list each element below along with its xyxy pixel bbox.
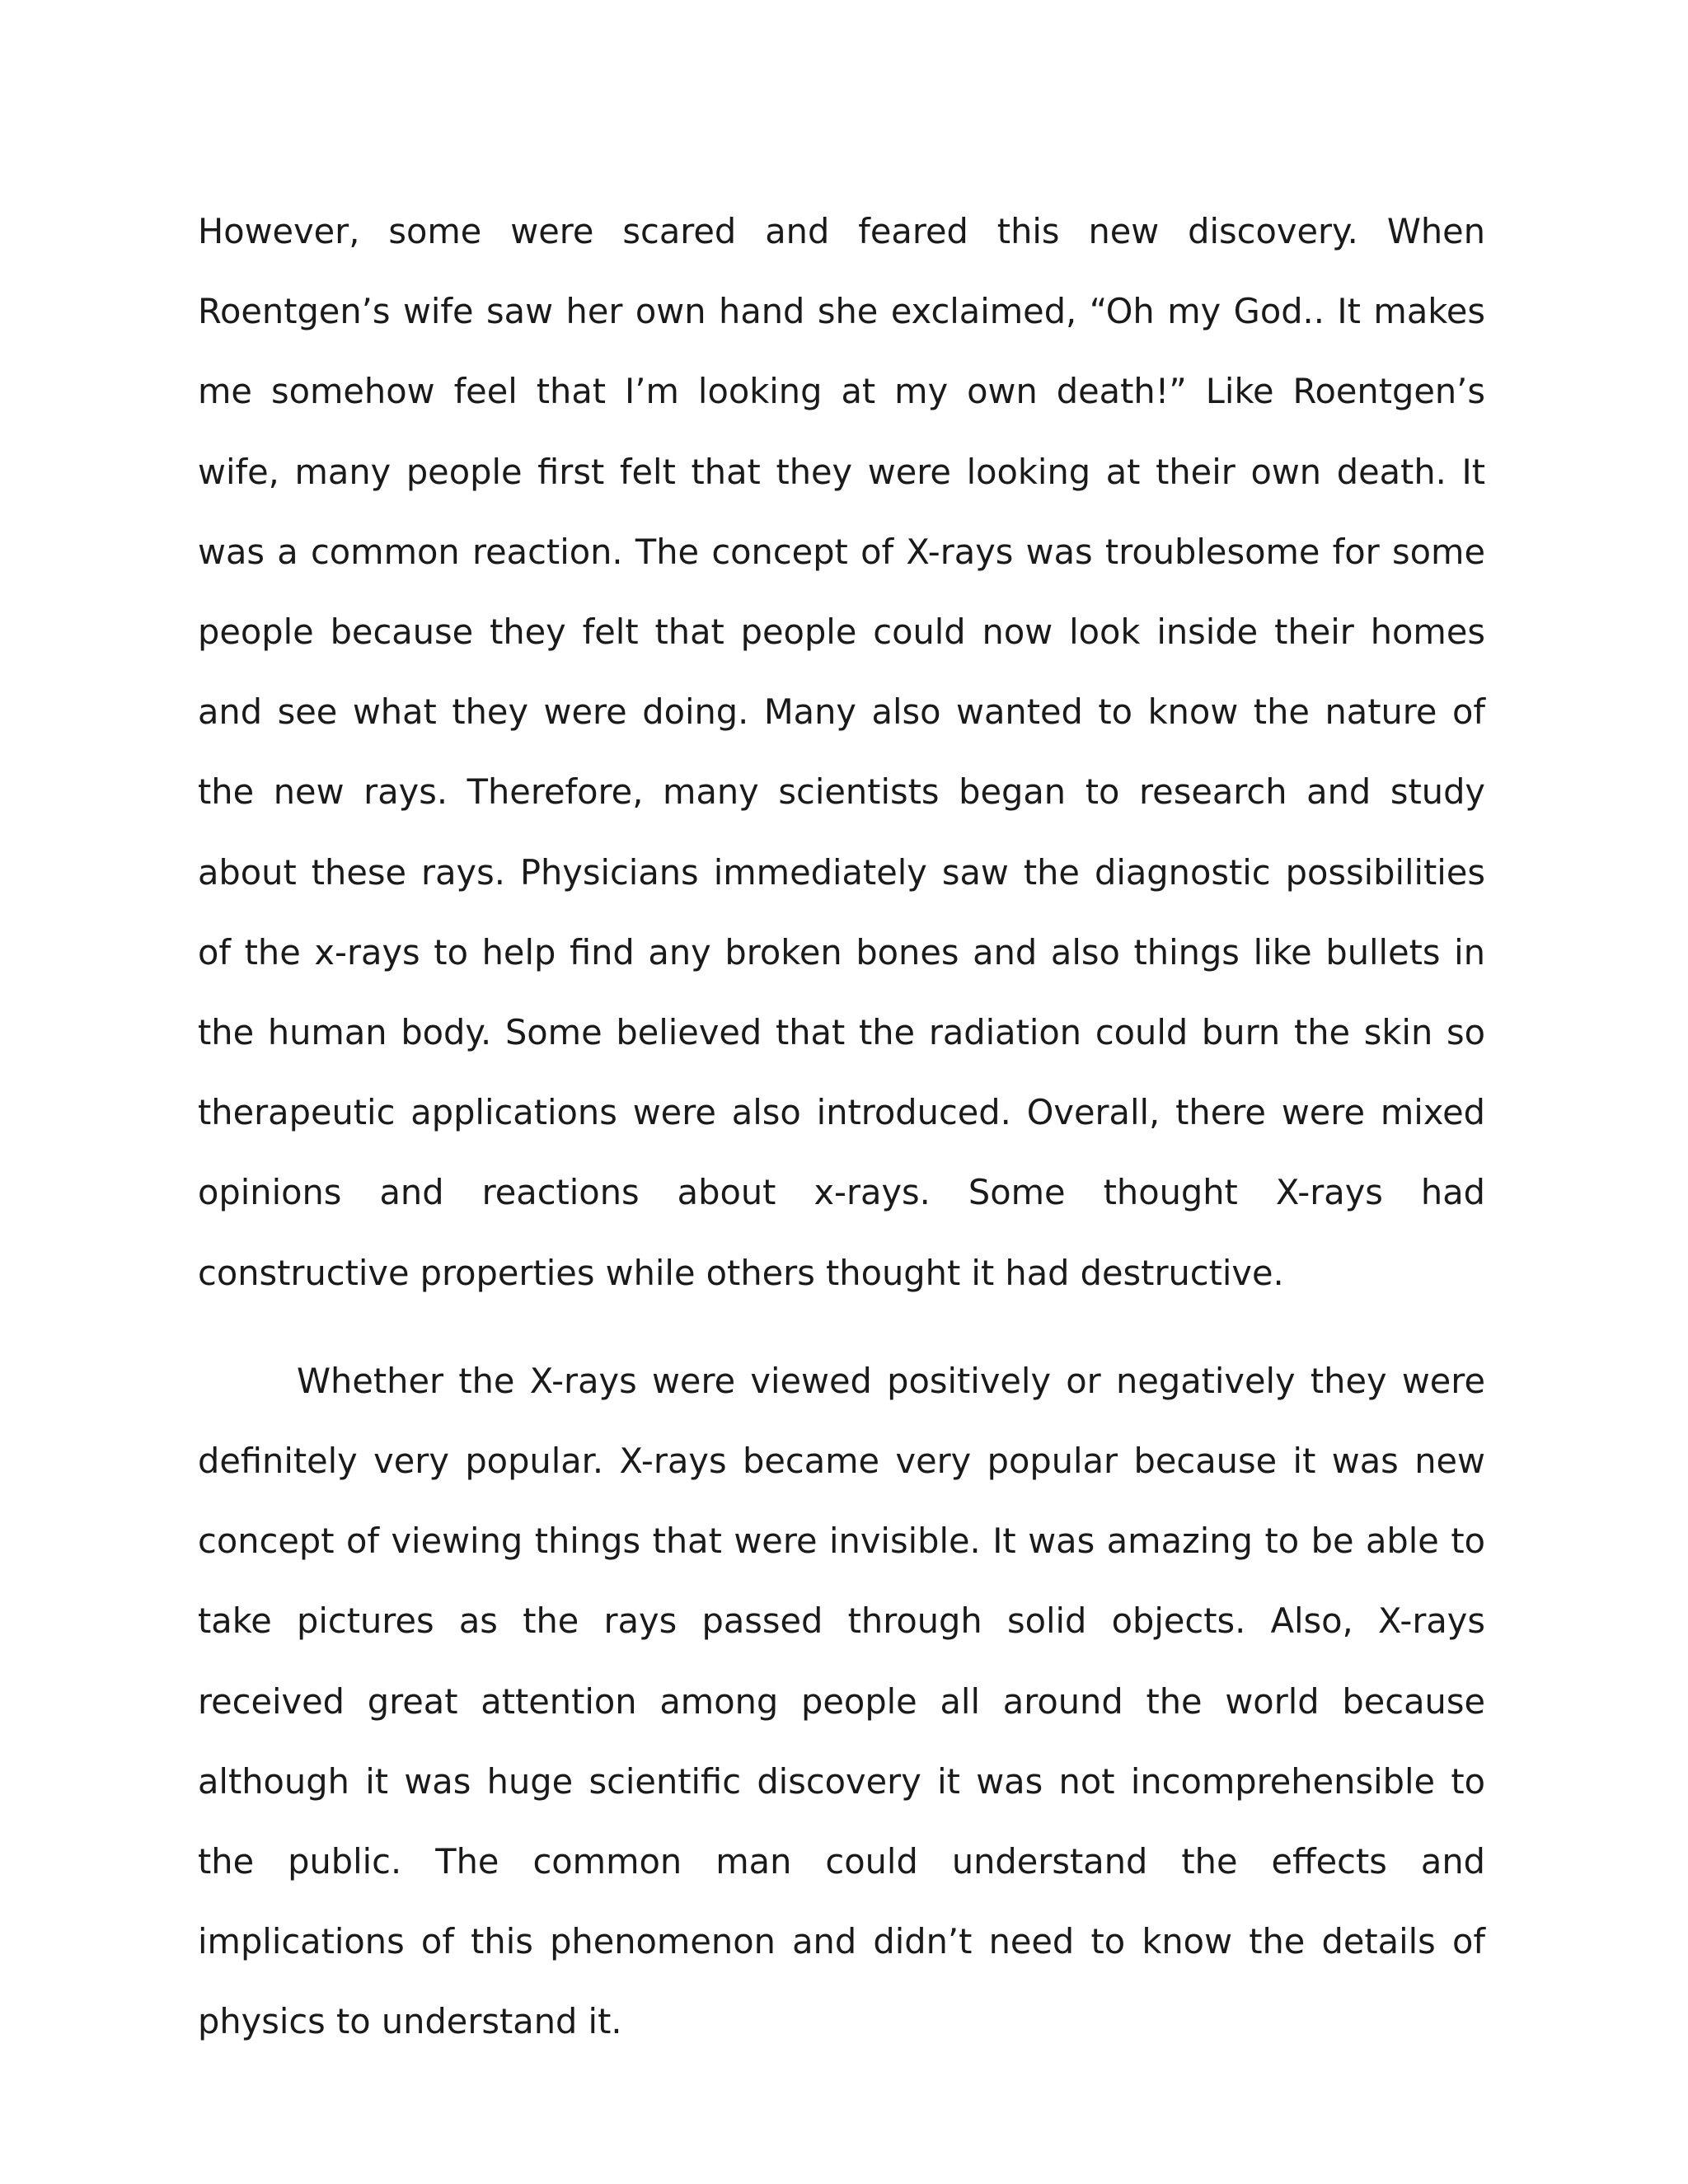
paragraph-1: However, some were scared and feared this new discovery. When Roentgen’s wife saw her own hand she exclaimed, “Oh my God.. It makes me somehow feel that I’m looking at my own death!” Like Roentgen’s wife, many people first felt that they were looking at their own death. It was a common reaction. The concept of X-rays was troublesome for some people because they felt that people could now look inside their homes and see what they were doing. Many also wanted to know the nature of the new rays. Therefore, many scientists began to research and study about these rays. Physicians immediately saw the diagnostic possibilities of the x-rays to help find any broken bones and also things like bullets in the human body. Some believed that the radiation could burn the skin so therapeutic applications were also introduced. Overall, there were mixed opinions and reactions about x-rays. Some thought X-rays had constructive properties while others thought it had destructive.	[198, 211, 1485, 1293]
paragraph-2: Whether the X-rays were viewed positively or negatively they were definitely very popular. X-rays became very popular because it was new concept of viewing things that were invisible. It was amazing to be able to take pictures as the rays passed through solid objects. Also, X-rays received great attention among people all around the world because although it was huge scientific discovery it was not incomprehensible to the public. The common man could understand the effects and implications of this phenomenon and didn’t need to know the details of physics to understand it.	[198, 1360, 1485, 2042]
document-body	[198, 191, 1485, 2062]
